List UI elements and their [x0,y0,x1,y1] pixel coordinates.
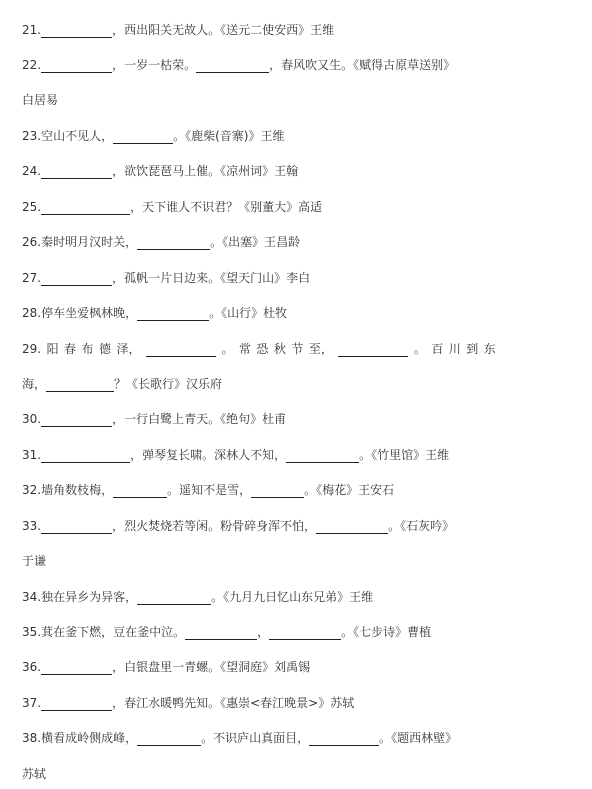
line-text: 24. [22,164,42,178]
line-text: ，弹琴复长啸。深林人不知， [130,448,287,462]
line-text: 常 [238,342,251,356]
line-text: ？《长歌行》汉乐府 [114,377,223,391]
poem-line [22,128,586,144]
line-text: 。《鹿柴(音寨)》王维 [173,129,285,143]
answer-blank[interactable] [113,131,173,144]
answer-blank[interactable] [137,733,201,746]
answer-blank[interactable] [269,627,341,640]
line-text: 28.停车坐爱枫林晚， [22,306,138,320]
answer-blank[interactable] [41,60,112,73]
line-text: 26.秦时明月汉时关， [22,235,138,249]
line-text: 29. [22,342,42,356]
answer-blank[interactable] [137,308,209,321]
answer-blank[interactable] [41,202,130,215]
poem-line [22,411,586,427]
line-text: ，春江水暖鸭先知。《惠崇<春江晚景>》苏轼 [112,696,355,710]
line-text: ，春风吹又生。《赋得古原草送别》 [269,58,456,72]
answer-blank[interactable] [41,698,112,711]
line-text: 百 [431,342,444,356]
poem-line [22,589,586,605]
line-text: 。《出塞》王昌龄 [210,235,301,249]
poem-line [22,695,586,711]
poem-line [22,305,586,321]
line-text: 。 [413,342,426,356]
line-text: 。《九月九日忆山东兄弟》王维 [211,590,374,604]
answer-blank[interactable] [41,166,112,179]
poem-line [22,234,586,250]
poem-line [22,624,586,640]
answer-blank[interactable] [286,450,359,463]
line-text: 春 [64,342,77,356]
line-text: 东 [483,342,496,356]
line-text: 31. [22,448,42,462]
answer-blank[interactable] [46,379,114,392]
line-text: 37. [22,696,42,710]
answer-blank[interactable] [137,237,210,250]
poem-line [22,376,586,392]
poem-line [22,57,586,73]
answer-blank[interactable] [41,273,112,286]
line-text: 21. [22,23,42,37]
line-text: 。《石灰吟》 [388,519,455,533]
poem-line [22,163,586,179]
line-text: 34.独在异乡为异客， [22,590,138,604]
line-text: ， [257,625,270,639]
line-text: 。《山行》杜牧 [209,306,288,320]
line-text: ，天下谁人不识君？《别董大》高适 [130,200,323,214]
line-text: 到 [466,342,479,356]
answer-blank[interactable] [41,662,112,675]
line-text: 阳 [46,342,59,356]
answer-blank[interactable] [185,627,257,640]
poem-line [22,659,586,675]
line-text: ，烈火焚烧若等闲。粉骨碎身浑不怕， [112,519,317,533]
line-text: 22. [22,58,42,72]
line-text: 节 [291,342,304,356]
line-text: 35.萁在釜下燃，豆在釜中泣。 [22,625,186,639]
answer-blank[interactable] [196,60,269,73]
poem-line [22,270,586,286]
line-text: ，孤帆一片日边来。《望天门山》李白 [112,271,311,285]
poem-line [22,766,586,782]
line-text: ，一行白鹭上青天。《绝句》杜甫 [112,412,287,426]
line-text: 30. [22,412,42,426]
line-text: ，欲饮琵琶马上催。《凉州词》王翰 [112,164,299,178]
line-text: 海， [22,377,47,391]
line-text: 32.墙角数枝梅， [22,483,114,497]
line-text: ，西出阳关无故人。《送元二使安西》王维 [112,23,335,37]
poem-line [22,730,586,746]
line-text: 白居易 [22,93,59,107]
line-text: 。《竹里馆》王维 [359,448,450,462]
line-text: 布 [81,342,94,356]
poem-line [22,341,496,357]
line-text: 于谦 [22,554,47,568]
poem-line [22,553,586,569]
poem-line [22,518,586,534]
line-text: 23.空山不见人， [22,129,114,143]
poem-line [22,92,586,108]
poem-line [22,447,586,463]
line-text: 至， [308,342,333,356]
line-text: 。《梅花》王安石 [304,483,395,497]
line-text: 33. [22,519,42,533]
poem-line [22,482,586,498]
line-text: 泽， [116,342,141,356]
line-text: 秋 [273,342,286,356]
line-text: 。《七步诗》曹植 [341,625,432,639]
line-text: 德 [99,342,112,356]
answer-blank[interactable] [309,733,379,746]
poem-line [22,199,586,215]
line-text: 。遥知不是雪， [167,483,252,497]
answer-blank[interactable] [338,344,408,357]
answer-blank[interactable] [137,592,211,605]
line-text: ，白银盘里一青螺。《望洞庭》刘禹锡 [112,660,311,674]
poem-line [22,22,586,38]
answer-blank[interactable] [41,450,130,463]
answer-blank[interactable] [41,25,112,38]
answer-blank[interactable] [41,521,112,534]
line-text: 川 [448,342,461,356]
line-text: 恐 [256,342,269,356]
line-text: 。不识庐山真面目， [201,731,310,745]
answer-blank[interactable] [146,344,216,357]
line-text: ，一岁一枯荣。 [112,58,197,72]
line-text: 27. [22,271,42,285]
line-text: 38.横看成岭侧成峰， [22,731,138,745]
line-text: 。《题西林壁》 [379,731,458,745]
answer-blank[interactable] [113,485,167,498]
answer-blank[interactable] [41,414,112,427]
line-text: 。 [221,342,234,356]
answer-blank[interactable] [251,485,304,498]
answer-blank[interactable] [316,521,388,534]
line-text: 36. [22,660,42,674]
line-text: 25. [22,200,42,214]
line-text: 苏轼 [22,767,47,781]
